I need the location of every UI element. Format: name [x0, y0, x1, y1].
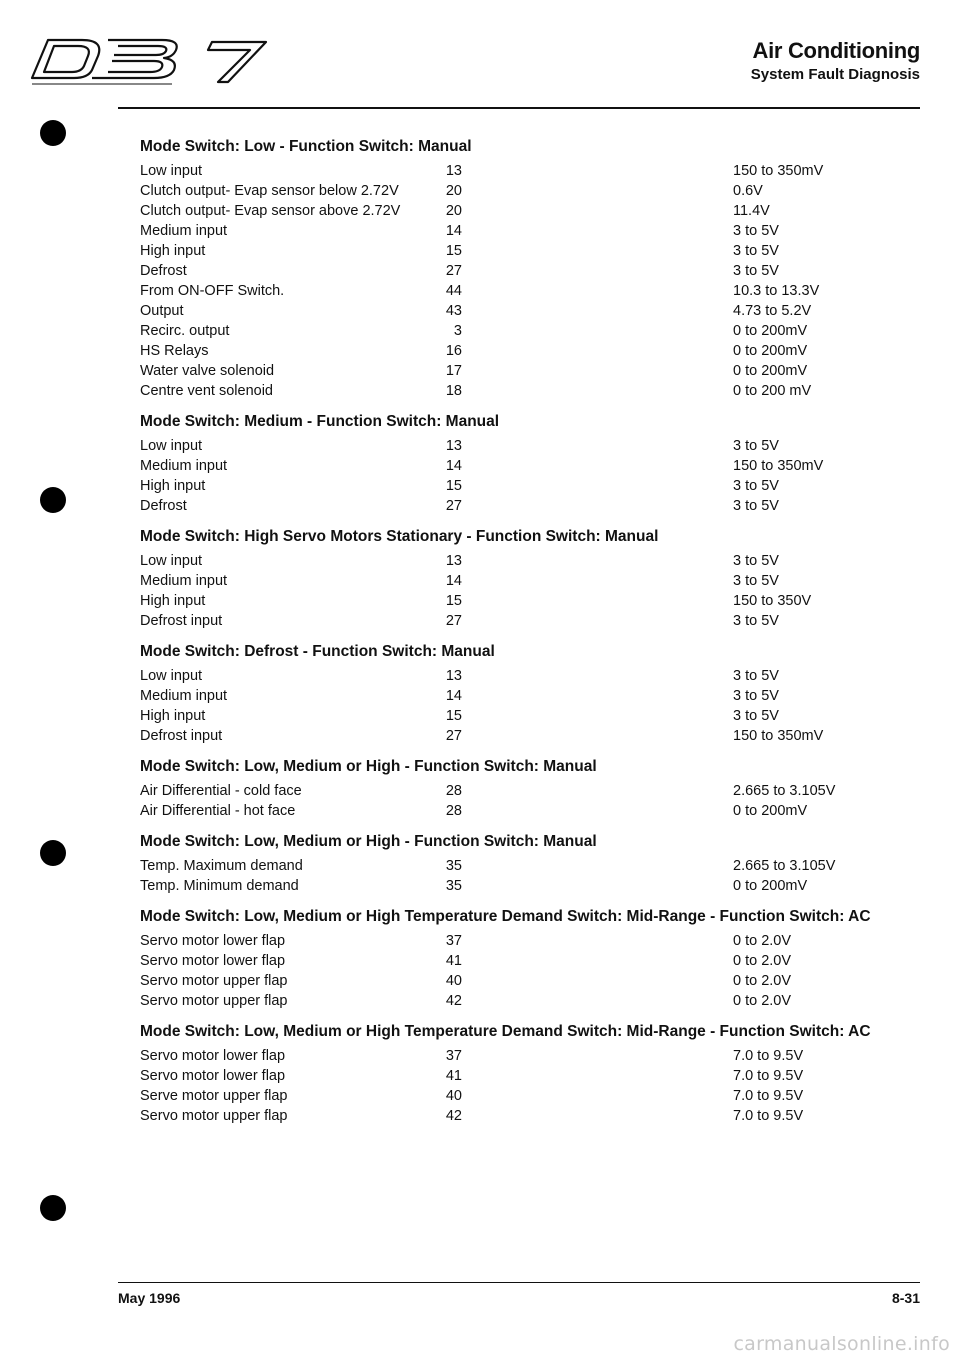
row-label: Low input — [140, 438, 203, 454]
section-title: Mode Switch: Low, Medium or High - Function Switch: Manual — [140, 758, 597, 775]
row-label: Output — [140, 303, 184, 319]
row-value: 10.3 to 13.3V — [733, 283, 820, 299]
row-label: Serve motor upper flap — [140, 1088, 288, 1104]
row-pin: 41 — [445, 953, 462, 969]
row-pin: 27 — [445, 498, 462, 514]
row-pin: 15 — [445, 243, 462, 259]
row-label: Servo motor lower flap — [140, 1048, 286, 1064]
row-label: Defrost input — [140, 613, 223, 629]
row-label: High input — [140, 708, 206, 724]
table-row — [140, 801, 930, 821]
table-row — [140, 611, 930, 631]
row-label: Medium input — [140, 458, 228, 474]
row-label: Servo motor lower flap — [140, 953, 286, 969]
row-label: High input — [140, 243, 206, 259]
row-pin: 14 — [445, 573, 462, 589]
row-label: Recirc. output — [140, 323, 230, 339]
row-pin: 37 — [445, 1048, 462, 1064]
row-pin: 14 — [445, 688, 462, 704]
row-pin: 13 — [445, 438, 462, 454]
section — [140, 136, 930, 401]
row-label: Low input — [140, 668, 203, 684]
table-row — [140, 571, 930, 591]
row-label: High input — [140, 478, 206, 494]
row-pin: 17 — [445, 363, 462, 379]
table-row — [140, 241, 930, 261]
table-row — [140, 971, 930, 991]
row-pin: 35 — [445, 878, 462, 894]
row-pin: 44 — [445, 283, 462, 299]
row-value: 11.4V — [733, 203, 770, 219]
table-row — [140, 706, 930, 726]
row-value: 150 to 350V — [733, 593, 812, 609]
row-label: Defrost — [140, 263, 187, 279]
table-row — [140, 181, 930, 201]
row-value: 0 to 200 mV — [733, 383, 812, 399]
table-row — [140, 221, 930, 241]
row-value: 3 to 5V — [733, 573, 779, 589]
footer-page-number: 8-31 — [891, 1290, 920, 1306]
row-pin: 40 — [445, 1088, 462, 1104]
row-pin: 28 — [445, 803, 462, 819]
row-value: 2.665 to 3.105V — [733, 783, 836, 799]
row-value: 3 to 5V — [733, 613, 779, 629]
row-label: Clutch output- Evap sensor below 2.72V — [140, 183, 399, 199]
section — [140, 831, 930, 896]
table-row — [140, 301, 930, 321]
section-title: Mode Switch: Low, Medium or High Temperature Demand Switch: Mid-Range - Function Switch: AC — [140, 1023, 871, 1040]
row-value: 3 to 5V — [733, 438, 779, 454]
row-pin: 18 — [445, 383, 462, 399]
row-label: Servo motor upper flap — [140, 973, 288, 989]
table-row — [140, 161, 930, 181]
row-pin: 28 — [445, 783, 462, 799]
table-row — [140, 1066, 930, 1086]
header-rule — [118, 107, 920, 109]
row-label: Defrost — [140, 498, 187, 514]
row-value: 0 to 200mV — [733, 878, 808, 894]
row-label: Centre vent solenoid — [140, 383, 273, 399]
row-label: Air Differential - hot face — [140, 803, 296, 819]
row-label: Clutch output- Evap sensor above 2.72V — [140, 203, 401, 219]
section-title: Mode Switch: Defrost - Function Switch: Manual — [140, 643, 495, 660]
row-label: High input — [140, 593, 206, 609]
table-row — [140, 686, 930, 706]
section-title: Mode Switch: Medium - Function Switch: Manual — [140, 413, 500, 430]
row-label: Low input — [140, 553, 203, 569]
row-pin: 13 — [445, 668, 462, 684]
row-value: 0 to 200mV — [733, 343, 808, 359]
table-row — [140, 281, 930, 301]
table-row — [140, 1086, 930, 1106]
row-value: 3 to 5V — [733, 553, 779, 569]
row-value: 3 to 5V — [733, 243, 779, 259]
row-label: Medium input — [140, 223, 228, 239]
row-pin: 27 — [445, 613, 462, 629]
row-value: 7.0 to 9.5V — [733, 1048, 804, 1064]
table-row — [140, 496, 930, 516]
row-value: 3 to 5V — [733, 263, 779, 279]
header-title: Air Conditioning — [752, 38, 920, 63]
row-label: Defrost input — [140, 728, 223, 744]
row-label: Temp. Minimum demand — [140, 878, 299, 894]
punch-hole — [40, 120, 66, 146]
punch-hole — [40, 1195, 66, 1221]
section — [140, 641, 930, 746]
table-row — [140, 1106, 930, 1126]
section — [140, 1021, 930, 1126]
row-label: Servo motor upper flap — [140, 993, 288, 1009]
row-value: 3 to 5V — [733, 478, 779, 494]
row-label: From ON-OFF Switch. — [140, 283, 285, 299]
row-value: 3 to 5V — [733, 708, 779, 724]
table-row — [140, 931, 930, 951]
row-pin: 20 — [445, 203, 462, 219]
row-value: 3 to 5V — [733, 688, 779, 704]
row-value: 3 to 5V — [733, 498, 779, 514]
row-label: Servo motor lower flap — [140, 933, 286, 949]
row-pin: 13 — [445, 163, 462, 179]
row-value: 0 to 2.0V — [733, 993, 792, 1009]
row-pin: 13 — [445, 553, 462, 569]
row-value: 0 to 2.0V — [733, 973, 792, 989]
page-header — [751, 38, 920, 83]
row-pin: 37 — [445, 933, 462, 949]
table-row — [140, 1046, 930, 1066]
row-value: 150 to 350mV — [733, 163, 824, 179]
section — [140, 906, 930, 1011]
row-label: Low input — [140, 163, 203, 179]
section-title: Mode Switch: Low, Medium or High - Function Switch: Manual — [140, 833, 597, 850]
table-row — [140, 591, 930, 611]
table-row — [140, 361, 930, 381]
row-value: 0 to 2.0V — [733, 953, 792, 969]
table-row — [140, 951, 930, 971]
row-label: Servo motor lower flap — [140, 1068, 286, 1084]
row-value: 0 to 200mV — [733, 803, 808, 819]
row-value: 7.0 to 9.5V — [733, 1108, 804, 1124]
row-label: Servo motor upper flap — [140, 1108, 288, 1124]
footer-date: May 1996 — [118, 1290, 181, 1306]
row-label: Water valve solenoid — [140, 363, 275, 379]
row-pin: 27 — [445, 728, 462, 744]
table-row — [140, 781, 930, 801]
punch-hole — [40, 487, 66, 513]
table-row — [140, 261, 930, 281]
row-value: 0 to 2.0V — [733, 933, 792, 949]
section-title: Mode Switch: Low - Function Switch: Manual — [140, 138, 472, 155]
section — [140, 411, 930, 516]
row-pin: 14 — [445, 458, 462, 474]
row-value: 7.0 to 9.5V — [733, 1068, 804, 1084]
row-label: HS Relays — [140, 343, 209, 359]
table-row — [140, 476, 930, 496]
table-row — [140, 551, 930, 571]
row-value: 0 to 200mV — [733, 363, 808, 379]
table-row — [140, 341, 930, 361]
row-pin: 27 — [445, 263, 462, 279]
row-pin: 40 — [445, 973, 462, 989]
section — [140, 526, 930, 631]
table-row — [140, 856, 930, 876]
row-pin: 14 — [445, 223, 462, 239]
row-pin: 43 — [445, 303, 462, 319]
row-value: 150 to 350mV — [733, 728, 824, 744]
row-label: Medium input — [140, 573, 228, 589]
row-pin: 35 — [445, 858, 462, 874]
header-subtitle: System Fault Diagnosis — [750, 66, 920, 83]
row-value: 3 to 5V — [733, 668, 779, 684]
punch-hole — [40, 840, 66, 866]
table-row — [140, 666, 930, 686]
row-value: 150 to 350mV — [733, 458, 824, 474]
row-value: 4.73 to 5.2V — [733, 303, 812, 319]
row-pin: 42 — [445, 993, 462, 1009]
diagnosis-tables — [140, 136, 930, 1136]
row-value: 0.6V — [733, 183, 763, 199]
table-row — [140, 991, 930, 1011]
section-title: Mode Switch: High Servo Motors Stationary - Function Switch: Manual — [140, 528, 659, 545]
table-row — [140, 726, 930, 746]
footer-rule — [118, 1282, 920, 1283]
row-value: 2.665 to 3.105V — [733, 858, 836, 874]
table-row — [140, 201, 930, 221]
row-label: Temp. Maximum demand — [140, 858, 303, 874]
table-row — [140, 381, 930, 401]
row-value: 0 to 200mV — [733, 323, 808, 339]
db7-logo — [22, 30, 362, 90]
table-row — [140, 321, 930, 341]
row-pin: 41 — [445, 1068, 462, 1084]
table-row — [140, 456, 930, 476]
section-title: Mode Switch: Low, Medium or High Temperature Demand Switch: Mid-Range - Function Switch: AC — [140, 908, 871, 925]
watermark: carmanualsonline.info — [733, 1333, 950, 1355]
row-pin: 15 — [445, 478, 462, 494]
table-row — [140, 436, 930, 456]
row-pin: 15 — [445, 708, 462, 724]
row-label: Air Differential - cold face — [140, 783, 302, 799]
row-pin: 16 — [445, 343, 462, 359]
row-pin: 42 — [445, 1108, 462, 1124]
row-pin: 15 — [445, 593, 462, 609]
section — [140, 756, 930, 821]
row-pin: 20 — [445, 183, 462, 199]
table-row — [140, 876, 930, 896]
row-pin: 3 — [453, 323, 462, 339]
row-value: 3 to 5V — [733, 223, 779, 239]
row-value: 7.0 to 9.5V — [733, 1088, 804, 1104]
row-label: Medium input — [140, 688, 228, 704]
